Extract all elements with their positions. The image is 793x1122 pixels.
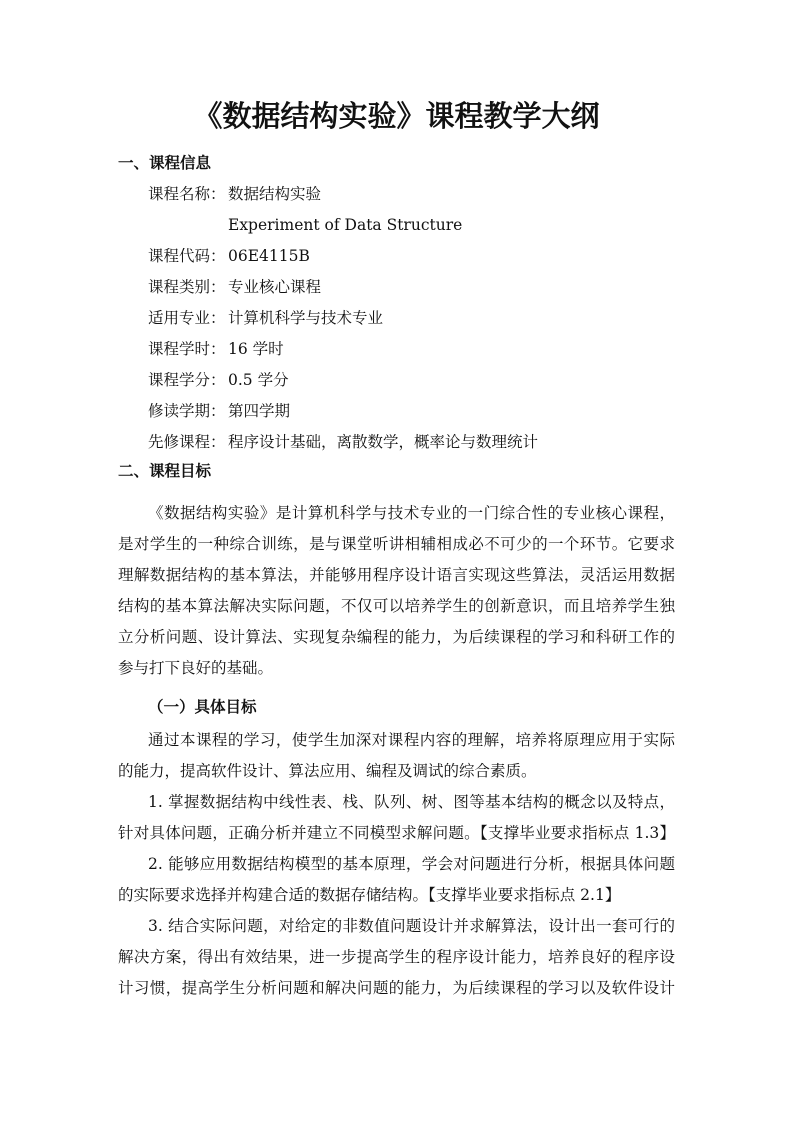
field-value-prereq: 程序设计基础，离散数学，概率论与数理统计 xyxy=(228,433,539,451)
field-value-credits: 0.5 学分 xyxy=(228,371,289,389)
field-label-credits: 课程学分： xyxy=(148,371,226,389)
field-label-name: 课程名称： xyxy=(148,185,226,203)
paragraph-line: 理解数据结构的基本算法，并能够用程序设计语言实现这些算法，灵活运用数据 xyxy=(118,566,675,584)
document-title: 《数据结构实验》课程教学大纲 xyxy=(193,99,600,133)
field-label-semester: 修读学期： xyxy=(148,402,226,420)
field-value-code: 06E4115B xyxy=(228,247,310,265)
goal-3-line: 计习惯，提高学生分析问题和解决问题的能力，为后续课程的学习以及软件设计 xyxy=(118,979,675,997)
field-value-name-en: Experiment of Data Structure xyxy=(228,216,463,234)
goal-1-line: 1. 掌握数据结构中线性表、栈、队列、树、图等基本结构的概念以及特点， xyxy=(148,793,675,811)
goal-2-line: 的实际要求选择并构建合适的数据存储结构。【支撑毕业要求指标点 2.1】 xyxy=(118,886,621,904)
goal-3-line: 3. 结合实际问题，对给定的非数值问题设计并求解算法，设计出一套可行的 xyxy=(148,917,675,935)
paragraph-line: 结构的基本算法解决实际问题，不仅可以培养学生的创新意识，而且培养学生独 xyxy=(118,597,675,615)
field-value-category: 专业核心课程 xyxy=(228,278,322,296)
paragraph-line: 是对学生的一种综合训练，是与课堂听讲相辅相成必不可少的一个环节。它要求 xyxy=(118,535,675,553)
field-label-major: 适用专业： xyxy=(148,309,226,327)
goal-1-line: 针对具体问题，正确分析并建立不同模型求解问题。【支撑毕业要求指标点 1.3】 xyxy=(118,824,675,842)
field-value-semester: 第四学期 xyxy=(228,402,291,420)
goal-2-line: 2. 能够应用数据结构模型的基本原理，学会对问题进行分析，根据具体问题 xyxy=(148,855,675,873)
field-value-major: 计算机科学与技术专业 xyxy=(228,309,384,327)
field-label-code: 课程代码： xyxy=(148,247,226,265)
intro-line: 的能力，提高软件设计、算法应用、编程及调试的综合素质。 xyxy=(118,762,537,780)
field-label-prereq: 先修课程： xyxy=(148,433,226,451)
paragraph-line: 《数据结构实验》是计算机科学与技术专业的一门综合性的专业核心课程， xyxy=(148,504,675,522)
section-heading-objectives: 二、课程目标 xyxy=(118,462,212,480)
field-label-hours: 课程学时： xyxy=(148,340,226,358)
sub-heading-specific-goals: （一）具体目标 xyxy=(148,698,257,716)
field-value-name: 数据结构实验 xyxy=(228,185,322,203)
field-value-hours: 16 学时 xyxy=(228,340,284,358)
paragraph-line: 立分析问题、设计算法、实现复杂编程的能力，为后续课程的学习和科研工作的 xyxy=(118,628,675,646)
paragraph-line: 参与打下良好的基础。 xyxy=(118,659,274,677)
section-heading-course-info: 一、课程信息 xyxy=(118,154,212,172)
field-label-category: 课程类别： xyxy=(148,278,226,296)
intro-line: 通过本课程的学习，使学生加深对课程内容的理解，培养将原理应用于实际 xyxy=(148,731,675,749)
goal-3-line: 解决方案，得出有效结果，进一步提高学生的程序设计能力，培养良好的程序设 xyxy=(118,948,675,966)
